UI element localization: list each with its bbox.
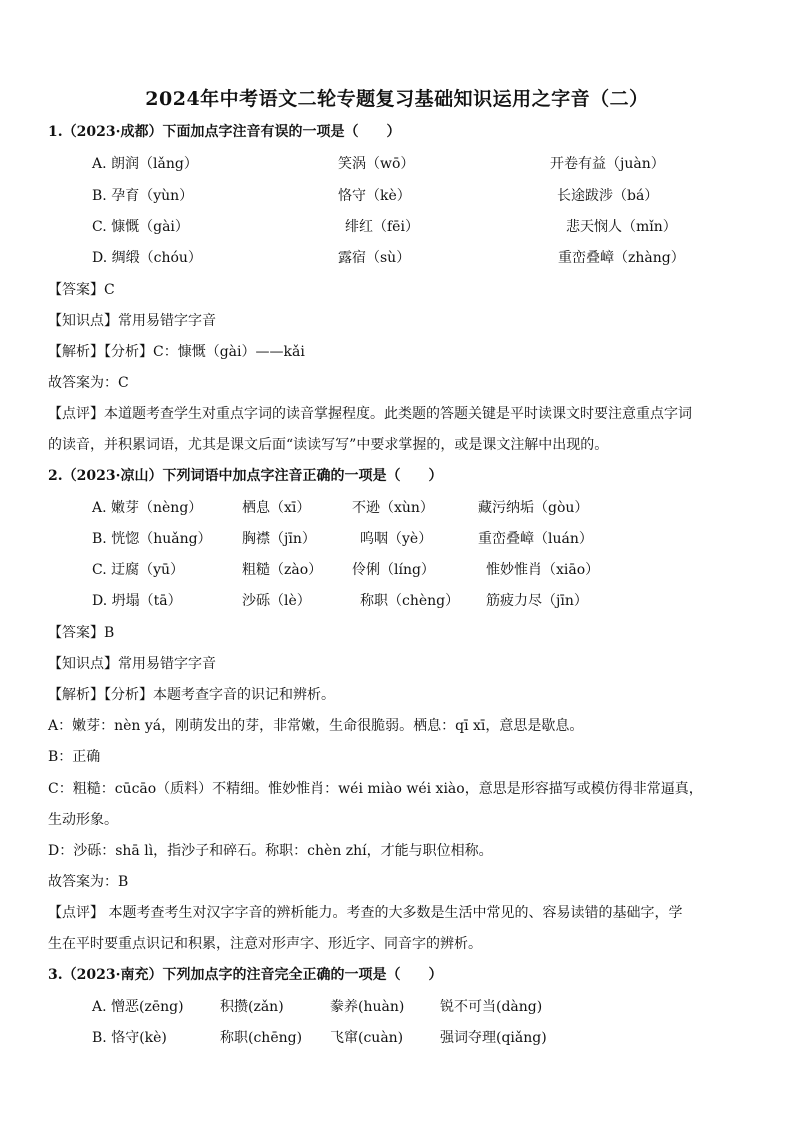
q1-option-d-1: D. 绸缎（chóu） [92,250,202,266]
q3-option-b-2: 称职(chēng) [220,1030,303,1046]
q2-explain-a: A：嫩芽：nèn yá，刚萌发出的芽，非常嫩，生命很脆弱。栖息：qī xī，意思是歇息。 [48,718,584,734]
question-2-stem: 2.（2023·凉山）下列词语中加点字注音正确的一项是（ ） [48,468,443,484]
q1-comment-line-2: 的读音，并积累词语，尤其是课文后面“读读写写”中要求掌握的，或是课文注解中出现的。 [48,437,609,453]
q2-option-a-3: 不逊（xùn） [352,500,434,516]
q3-option-a-1: A. 憎恶(zēng) [92,999,184,1015]
q1-comment-line-1: 【点评】本道题考查学生对重点字词的读音掌握程度。此类题的答题关键是平时读课文时要注意重点字词 [48,406,692,422]
q2-option-b-3: 呜咽（yè） [360,531,433,547]
q3-option-b-3: 飞窜(cuàn) [330,1030,404,1046]
q2-option-c-3: 伶俐（líng） [352,562,435,578]
q2-knowledge-point: 【知识点】常用易错字字音 [48,656,216,672]
q2-explain-b: B：正确 [48,749,101,765]
q2-option-d-4: 筋疲力尽（jīn） [486,593,588,609]
q3-option-a-2: 积攒(zǎn) [220,999,284,1015]
q2-option-c-1: C. 迂腐（yū） [92,562,185,578]
q3-option-a-4: 锐不可当(dàng) [440,999,543,1015]
q1-conclusion: 故答案为：C [48,375,129,391]
q2-option-d-1: D. 坍塌（tā） [92,593,182,609]
q3-option-a-3: 豢养(huàn) [330,999,405,1015]
q2-explain-c-line-1: C：粗糙：cūcāo（质料）不精细。惟妙惟肖：wéi miào wéi xiào，意思是形容描写或模仿得非常逼真， [48,781,703,797]
q1-analysis: 【解析】【分析】C：慷慨（gài）——kǎi [48,344,305,360]
question-3-stem: 3.（2023·南充）下列加点字的注音完全正确的一项是（ ） [48,967,443,983]
q2-comment-line-1: 【点评】 本题考查考生对汉字字音的辨析能力。考查的大多数是生活中常见的、容易读错的基础字，学 [48,905,683,921]
q1-option-c-1: C. 慷慨（gài） [92,219,189,235]
q2-option-b-2: 胸襟（jīn） [242,531,316,547]
q1-option-b-1: B. 孕育（yùn） [92,188,194,204]
q1-option-c-2: 绯红（fēi） [345,219,419,235]
q2-option-c-4: 惟妙惟肖（xiāo） [486,562,600,578]
q2-option-d-2: 沙砾（lè） [242,593,311,609]
q2-option-a-4: 藏污纳垢（gòu） [478,500,589,516]
q1-option-d-3: 重峦叠嶂（zhàng） [558,250,685,266]
q2-comment-line-2: 生在平时要重点识记和积累，注意对形声字、形近字、同音字的辨析。 [48,936,482,952]
question-1-stem: 1.（2023·成都）下面加点字注音有误的一项是（ ） [48,124,401,140]
q2-option-b-4: 重峦叠嶂（luán） [478,531,593,547]
q3-option-b-1: B. 恪守(kè) [92,1030,167,1046]
q2-answer: 【答案】B [48,625,115,641]
page-title: 2024年中考语文二轮专题复习基础知识运用之字音（二） [145,88,649,110]
q2-option-a-2: 栖息（xī） [242,500,311,516]
q1-option-b-3: 长途跋涉（bá） [557,188,659,204]
q1-option-a-2: 笑涡（wō） [338,156,415,172]
q2-option-d-3: 称职（chèng） [360,593,460,609]
q2-analysis: 【解析】【分析】本题考查字音的识记和辨析。 [48,687,335,703]
q2-conclusion: 故答案为：B [48,874,129,890]
q2-option-a-1: A. 嫩芽（nèng） [92,500,203,516]
q3-option-b-4: 强词夺理(qiǎng) [440,1030,547,1046]
q2-explain-d: D：沙砾：shā lì，指沙子和碎石。称职：chèn zhí，才能与职位相称。 [48,843,493,859]
q2-explain-c-line-2: 生动形象。 [48,812,118,828]
q1-answer: 【答案】C [48,282,115,298]
q1-option-a-1: A. 朗润（lǎng） [92,156,198,172]
q1-knowledge-point: 【知识点】常用易错字字音 [48,313,216,329]
q2-option-b-1: B. 恍惚（huǎng） [92,531,212,547]
q1-option-a-3: 开卷有益（juàn） [550,156,665,172]
q1-option-d-2: 露宿（sù） [338,250,411,266]
q1-option-b-2: 恪守（kè） [338,188,411,204]
q1-option-c-3: 悲天悯人（mǐn） [566,219,677,235]
q2-option-c-2: 粗糙（zào） [242,562,323,578]
